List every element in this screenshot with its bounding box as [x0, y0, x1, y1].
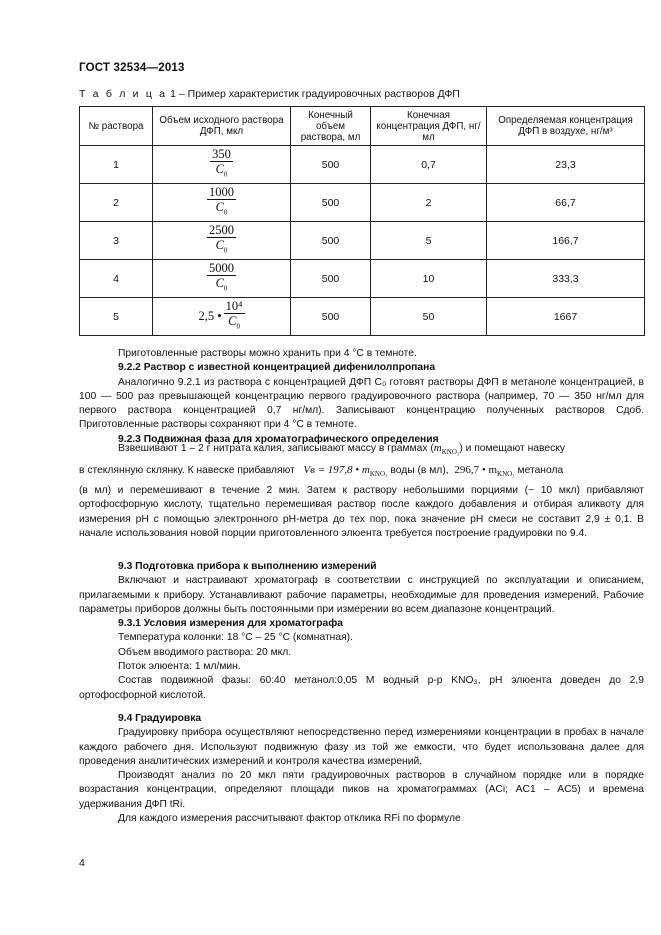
cell-air-concentration: 23,3 — [487, 146, 645, 184]
section-heading: 9.3 Подготовка прибора к выполнению измерений — [118, 561, 377, 572]
body-section-94 — [79, 712, 644, 826]
table-header-row — [80, 107, 645, 146]
fraction-denominator: $C_0$ — [215, 200, 228, 217]
cell-volume-fraction — [153, 146, 291, 184]
table-row — [80, 184, 645, 222]
page-number: 4 — [79, 857, 85, 869]
col-header: Определяемая концентрация ДФП в воздухе, нг/м³ — [487, 107, 645, 146]
multiplier: 2,5 • — [198, 309, 222, 323]
table-caption: Т а б л и ц а 1 – Пример характеристик градуировочных растворов ДФП — [79, 88, 460, 100]
cell-final-volume: 500 — [291, 222, 371, 260]
formula-line-2: в стеклянную склянку. К навеске прибавляют Vв = 197,8 • $m_{KNO_3}$ воды (в мл), 296,7 • $m_{KNO_3}$ метанола — [79, 464, 564, 479]
body-section-923 — [79, 484, 644, 541]
cell-number: 1 — [80, 146, 153, 184]
list-item: Температура колонки: 18 °С – 25 °С (комнатная). — [118, 632, 353, 644]
section-heading: 9.4 Градуировка — [118, 713, 202, 724]
cell-volume-fraction — [153, 184, 291, 222]
col-header: Объем исходного раствора ДФП, мкл — [153, 107, 291, 146]
col-header: Конечная концентрация ДФП, нг/мл — [371, 107, 487, 146]
table-row — [80, 146, 645, 184]
cell-volume-fraction — [153, 298, 291, 336]
cell-air-concentration: 1667 — [487, 298, 645, 336]
cell-air-concentration: 66,7 — [487, 184, 645, 222]
table-row — [80, 222, 645, 260]
paragraph: Аналогично 9.2.1 из раствора с концентрацией ДФП C₀ готовят растворы ДФП в метаноле концентрацией, в 100 — 500 раз превышающей концентрацию первого градуировочного раствора (например, 70 — 350 нг/мл для первого раствора концентрацией 0,7 нг/мл). Записывают концентрацию полученных растворов Cдоб. Приготовленные растворы сохраняют при 4 °С в темноте. — [79, 376, 644, 431]
paragraph: Производят анализ по 20 мкл пяти градуировочных растворов в случайном порядке или в порядке возрастания концентрации, определяют площади пиков на хроматограммах (ACi; AC1 – AC5) и времена удерживания ДФП tRi. — [79, 770, 644, 810]
fraction-denominator: $C_0$ — [215, 276, 228, 293]
cell-number: 3 — [80, 222, 153, 260]
water-formula: Vв = 197,8 • m — [303, 464, 370, 476]
fraction-denominator: $C_0$ — [215, 162, 228, 179]
list-item: Состав подвижной фазы: 60:40 метанол:0,05 М водный р-р KNO₃, pH элюента доведен до 2,9 ортофосфорной кислотой. — [79, 675, 644, 701]
fraction-numerator: 2500 — [209, 223, 234, 238]
cell-final-volume: 500 — [291, 298, 371, 336]
cell-number: 4 — [80, 260, 153, 298]
cell-final-volume: 500 — [291, 146, 371, 184]
fraction-numerator: 350 — [212, 147, 231, 162]
paragraph: Градуировку прибора осуществляют непосредственно перед измерениями концентрации в пробах в начале каждого рабочего дня. Используют подвижную фазу из той же емкости, что будет использована далее для проведения аналитических измерений и контроля качества измерений. — [79, 727, 644, 767]
list-item: Объем вводимого раствора: 20 мкл. — [118, 646, 292, 658]
formula-line-1: Взвешивают 1 – 2 г нитрата калия, записывают массу в граммах $(m_{KNO_3})$ и помещают навеску — [118, 442, 566, 457]
paragraph: Включают и настраивают хроматограф в соответствии с инструкцией по эксплуатации и описанием, прилагаемыми к прибору. Устанавливают рабочие параметры, необходимые для проведения измерений. Рабочие параметры приборов должны быть постоянными при измерении во всем диапазоне концентраций. — [79, 575, 644, 615]
cell-number: 5 — [80, 298, 153, 336]
cell-final-volume: 500 — [291, 184, 371, 222]
cell-volume-fraction — [153, 222, 291, 260]
table-row — [80, 298, 645, 336]
paragraph: Для каждого измерения рассчитывают фактор отклика RFi по формуле — [118, 813, 461, 825]
methanol-formula: 296,7 • m — [454, 464, 498, 476]
section-heading: 9.2.2 Раствор с известной концентрацией дифенилолпропана — [118, 362, 436, 374]
section-heading: 9.2.3 Подвижная фаза для хроматографического определения — [118, 433, 439, 445]
fraction-denominator: $C_0$ — [215, 238, 228, 255]
cell-volume-fraction — [153, 260, 291, 298]
section-heading: 9.3.1 Условия измерения для хроматографа — [118, 618, 344, 630]
body-section-922 — [79, 347, 644, 447]
fraction-numerator: 5000 — [209, 261, 234, 276]
fraction-numerator: 10⁴ — [225, 299, 243, 314]
list-item: Поток элюента: 1 мл/мин. — [118, 661, 241, 673]
cell-final-concentration: 0,7 — [371, 146, 487, 184]
table-row — [80, 260, 645, 298]
cell-number: 2 — [80, 184, 153, 222]
document-header: ГОСТ 32534—2013 — [79, 62, 185, 74]
cell-final-concentration: 5 — [371, 222, 487, 260]
cell-air-concentration: 333,3 — [487, 260, 645, 298]
cell-air-concentration: 166,7 — [487, 222, 645, 260]
col-header: № раствора — [80, 107, 153, 146]
calibration-table — [79, 106, 645, 336]
cell-final-volume: 500 — [291, 260, 371, 298]
cell-final-concentration: 10 — [371, 260, 487, 298]
cell-final-concentration: 2 — [371, 184, 487, 222]
fraction-denominator: $C_0$ — [228, 314, 240, 331]
cell-final-concentration: 50 — [371, 298, 487, 336]
col-header: Конечный объем раствора, мл — [291, 107, 371, 146]
paragraph: (в мл) и перемешивают в течение 2 мин. Затем к раствору небольшими порциями (~ 10 мкл) прибавляют ортофосфорную кислоту, тщательно перемешивая раствор после каждого добавления и отбирая аликвоту для измерения pH с помощью электронного pH-метра до тех пор, пока значение pH смеси не составит 2,9 ± 0,1. В начале использования новой порции приготовленного элюента требуется построение градуировки по 9.4. — [79, 485, 644, 539]
body-section-93 — [79, 560, 644, 703]
paragraph: Приготовленные растворы можно хранить при 4 °С в темноте. — [118, 348, 417, 359]
fraction-numerator: 1000 — [209, 185, 234, 200]
